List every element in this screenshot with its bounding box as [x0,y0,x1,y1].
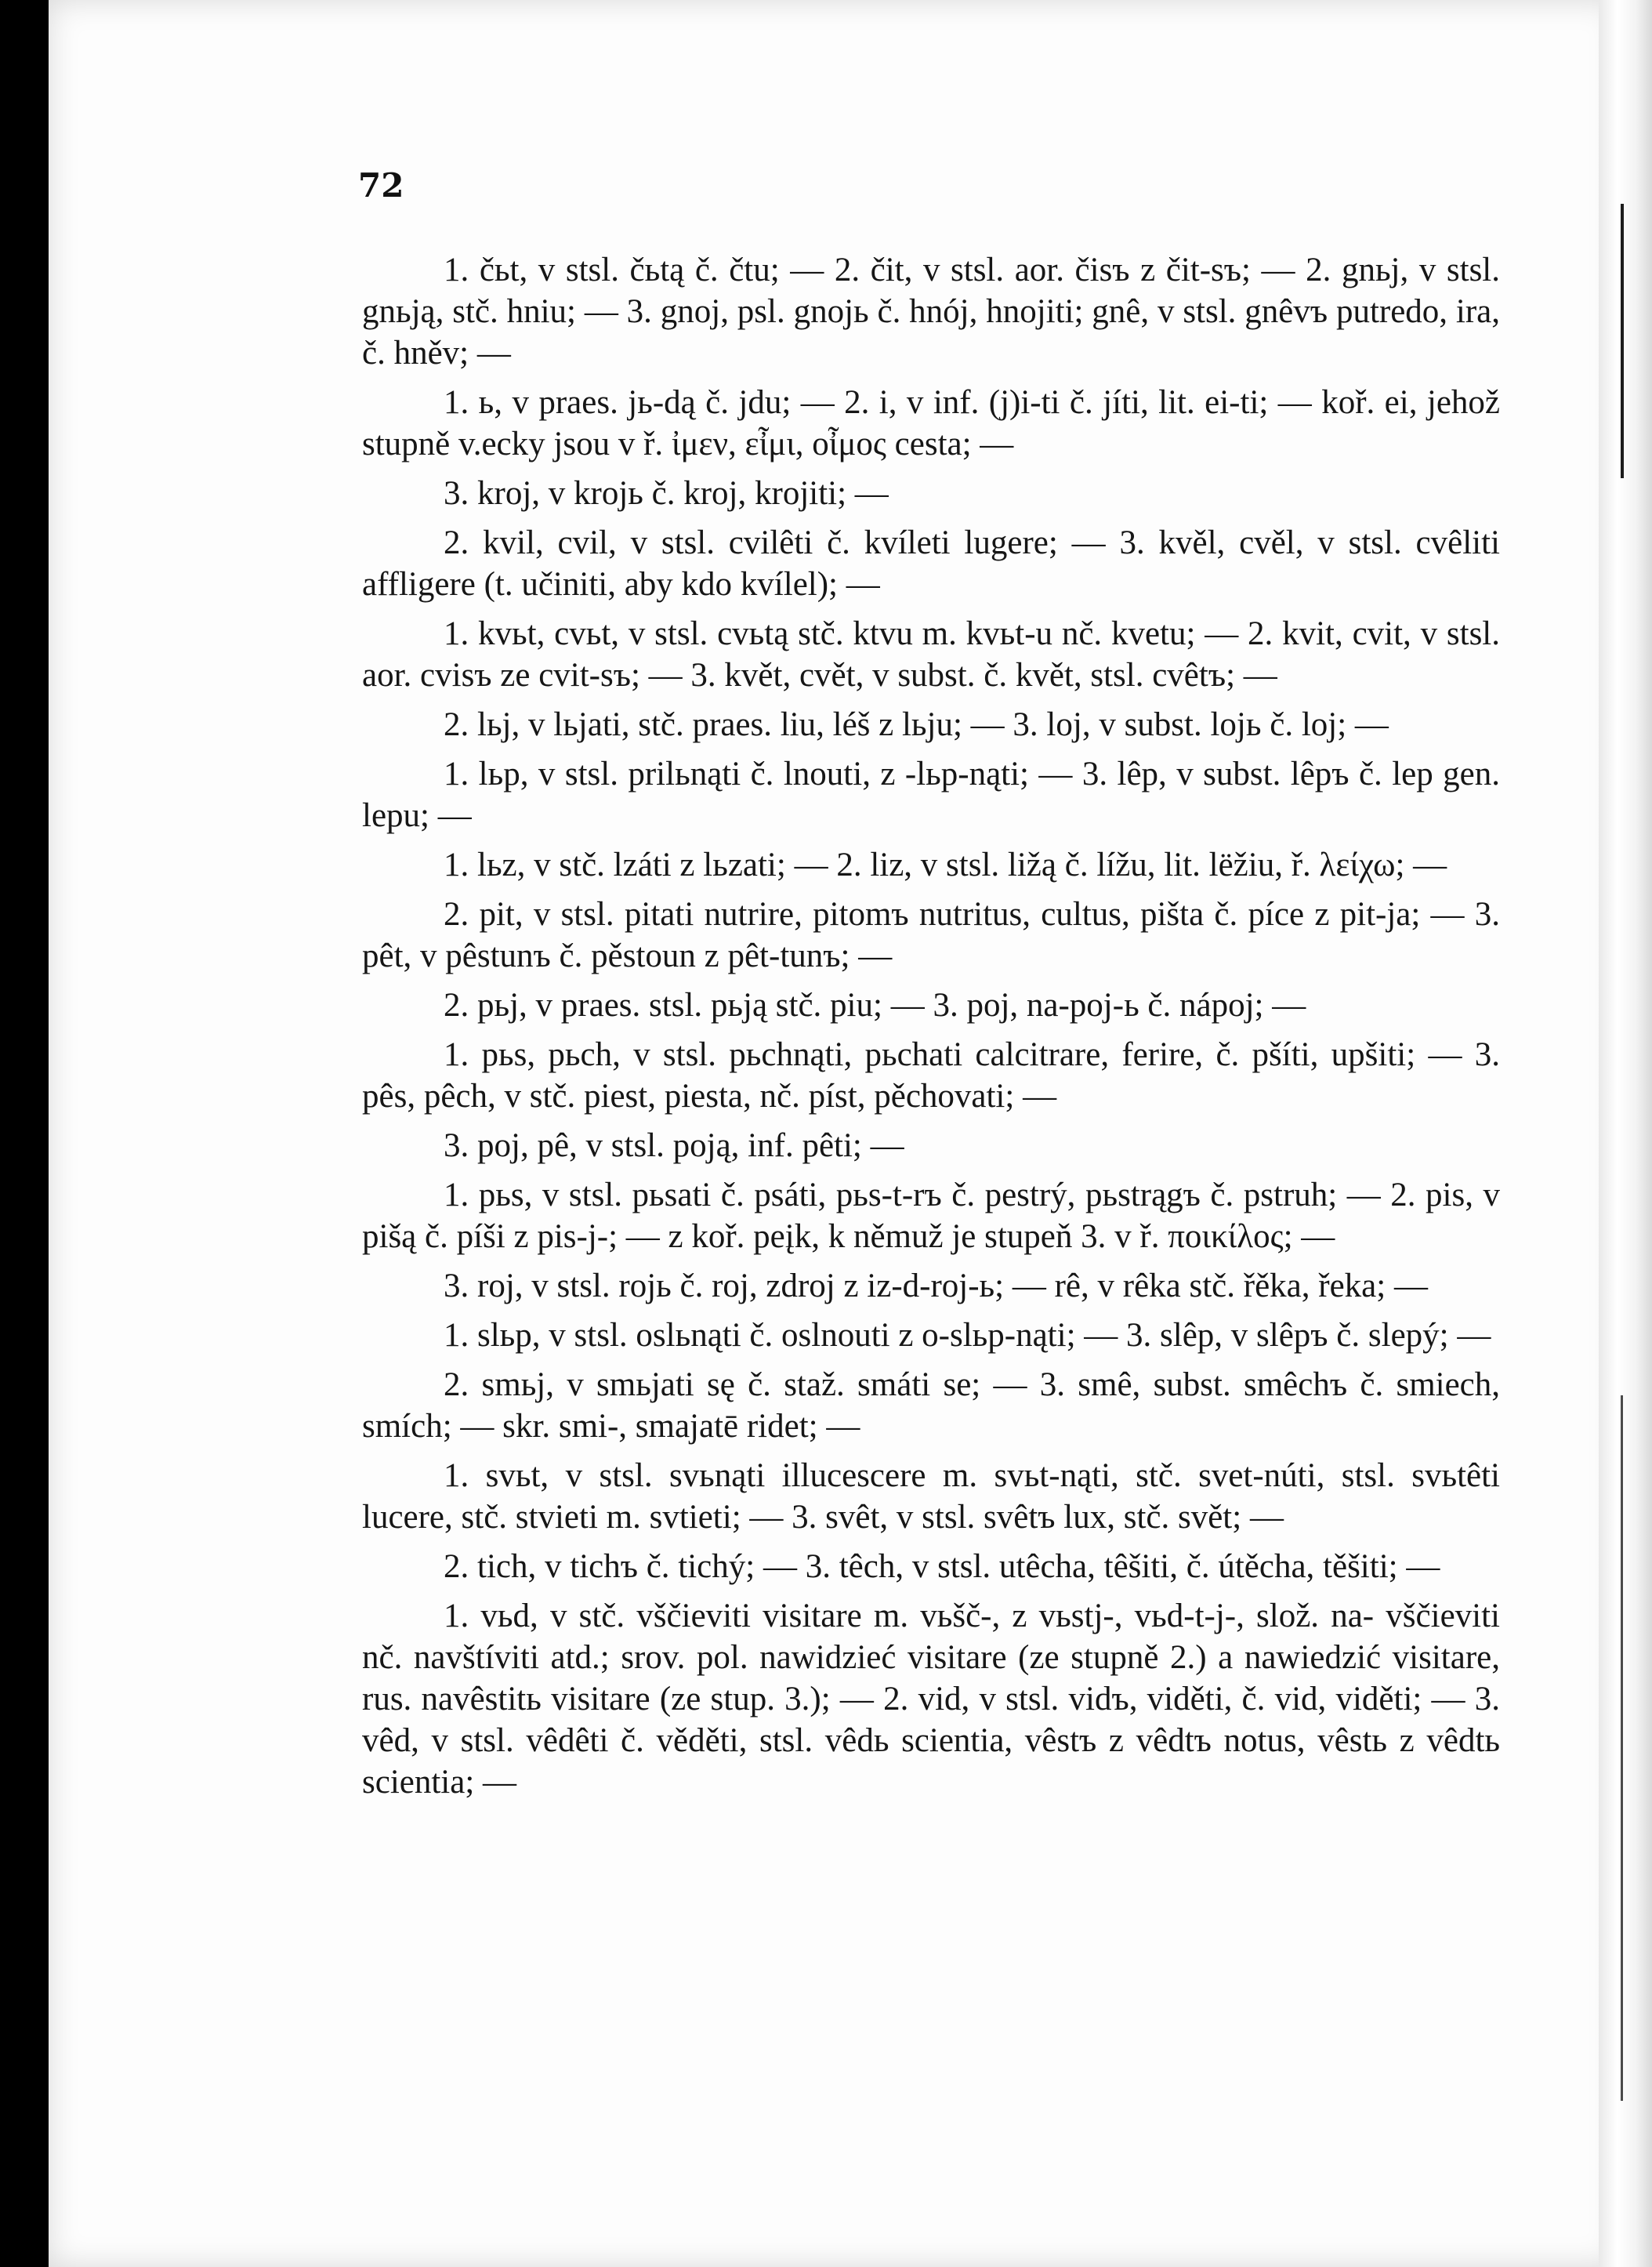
paragraph [362,382,1500,465]
text-line: č. loj; — [1270,706,1389,743]
text-line: upšiti; — 3. pês, pêch, v stč. piest, piesta, nč. píst, pěchovati; — [362,1036,1500,1115]
text-line: 1. lьp, v stsl. prilьnąti č. lnouti, z -lьp-nąti; — 3. lêp, v subst. lêpъ [444,756,1349,793]
text-line: 3. kroj, v krojь č. kroj, krojiti; — [444,475,889,512]
text-line: 2. pis, v pišą č. píši z pis-j-; — z koř. peįk, k němuž je stupeň 3. v ř. [362,1177,1501,1255]
paragraph [362,1455,1500,1538]
text-line: 2. lьj, v lьjati, stč. praes. liu, léš z lьju; — 3. loj, v subst. lojь [444,706,1262,743]
text-line: 2. smьj, v smьjati sę č. stаž. smáti se; — 3. smê, subst. smêchъ [444,1366,1348,1403]
edge-mark [1621,204,1624,478]
text-line: gnê, v stsl. gnêvъ putredo, ira, č. hněv; — [362,293,1500,372]
text-line: z pit-ja; — 3. pêt, v pêstunъ č. pěstoun z pêt-tunъ; — [362,896,1501,974]
text-line: scientia, vêstъ z vêdtъ notus, vêstь z vêdtь scientia; — [362,1722,1501,1801]
text-line: 2. kvil, cvil, v stsl. cvilêti č. kvíleti lugere; — 3. kvěl, cvěl, v stsl. [444,524,1402,561]
paragraph [362,1034,1500,1117]
text-line: č. slepý; — [1336,1317,1491,1354]
text-line: 1. vьd, v stč. vščieviti visitare m. vьšč-, z vьstj-, vьd-t-j-, slož. na- [444,1598,1375,1634]
text-line: koř. ei, jehož stupně v.ecky jsou v ř. ἰμεν, εἶμι, οἶμος cesta; — [362,384,1500,462]
text-line: č. lep gen. lepu; — [362,756,1501,834]
paragraph [362,522,1500,605]
text-line: 2. gnьj, v stsl. gnьją, stč. hniu; — 3. gnoj, psl. gnojь č. hnój, hnojiti; [362,252,1500,330]
text-line: 1. pьs, v stsl. pьsati č. psáti, pьs-t-rъ č. pestrý, pьstrągъ č. pstruh; — [444,1177,1381,1213]
text-line: cvêliti affligere (t. učiniti, aby kdo kvílel); — [362,524,1501,603]
paragraph [362,844,1500,886]
page-edge [1599,0,1652,2267]
text-line: 1. svьt, v stsl. svьnąti illucescere m. svьt-nąti, stč. svet-núti, stsl. [444,1457,1395,1494]
text-line: č. smiech, smích; — skr. smi-, smajatē ridet; — [362,1366,1501,1445]
text-line: 1. kvьt, cvьt, v stsl. cvьtą stč. ktvu m. kvьt-u nč. kvetu; — 2. kvit, [444,615,1343,652]
paragraph [362,473,1500,514]
text-line: a nawiedzić visitare, rus. navêstitь visitare (ze stup. 3.); — 2. vid, v stsl. [362,1639,1500,1717]
paragraph [362,985,1500,1026]
paragraph [362,894,1500,977]
paragraph [362,249,1500,374]
text-line: těšiti; — [1323,1548,1440,1585]
paragraph [362,1364,1500,1447]
text-line: 1. pьs, pьch, v stsl. pьchnąti, pьchati calcitrare, ferire, č. pšíti, [444,1036,1319,1073]
text-line: 1. lьz, v stč. lzáti z lьzati; — 2. liz, v stsl. ližą č. lížu, lit. lëžiu, [444,847,1283,883]
text-line: 3. poj, pê, v stsl. poją, inf. pêti; — [444,1127,904,1164]
paragraph [362,1315,1500,1356]
text-line: 2. pьj, v praes. stsl. pьją stč. piu; — 3. poj, na-poj-ь č. nápoj; — [444,987,1306,1024]
paragraph [362,1174,1500,1257]
text-line: vščieviti nč. navštíviti atd.; srov. pol. nawidzieć visitare (ze stupně 2.) [362,1598,1500,1676]
text-line: cvêtъ; — [1152,657,1277,694]
page-number: 72 [358,166,404,205]
text-line: 3. roj, v stsl. rojь č. roj, zdroj z iz-d-roj-ь; — rê, v rêka stč. řěka, [444,1268,1310,1304]
text-line: 2. pit, v stsl. pitati nutrire, pitomъ nutritus, cultus, pišta č. píce [444,896,1305,933]
text-line: ποικίλος; — [1168,1218,1335,1255]
paragraph [362,704,1500,745]
edge-mark-lower [1621,1395,1623,2101]
paragraph [362,1595,1500,1803]
text-line: vidъ, viděti, č. vid, viděti; — 3. vêd, v stsl. vêdêti č. věděti, stsl. vêdь [362,1681,1501,1759]
paragraph [362,1125,1500,1166]
text-line: cvit, v stsl. aor. cvisъ ze cvit-sъ; — 3. květ, cvět, v subst. č. květ, stsl. [362,615,1501,694]
paragraph [362,1265,1500,1307]
paragraph [362,753,1500,836]
paragraph [362,613,1500,696]
book-page [49,0,1619,2267]
text-line: ř. λείχω; — [1291,847,1447,883]
text-line: 2. tich, v tichъ č. tichý; — 3. têch, v stsl. utêcha, têšiti, č. útěcha, [444,1548,1315,1585]
text-line: 1. ь, v praes. jь-dą č. jdu; — 2. i, v inf. (j)i-ti č. jíti, lit. ei-ti; — [444,384,1312,421]
paragraph [362,1546,1500,1587]
text-line: 1. čьt, v stsl. čьtą č. čtu; — 2. čit, v stsl. aor. čisъ z čit-sъ; — [444,252,1295,288]
text-block [362,249,1500,1811]
text-line: řeka; — [1318,1268,1428,1304]
text-line: svьtêti lucere, stč. stvieti m. svtieti; — 3. svêt, v stsl. svêtъ lux, stč. svět; — [362,1457,1500,1536]
text-line: 1. slьp, v stsl. oslьnąti č. oslnouti z o-slьp-nąti; — 3. slêp, v slêpъ [444,1317,1328,1354]
